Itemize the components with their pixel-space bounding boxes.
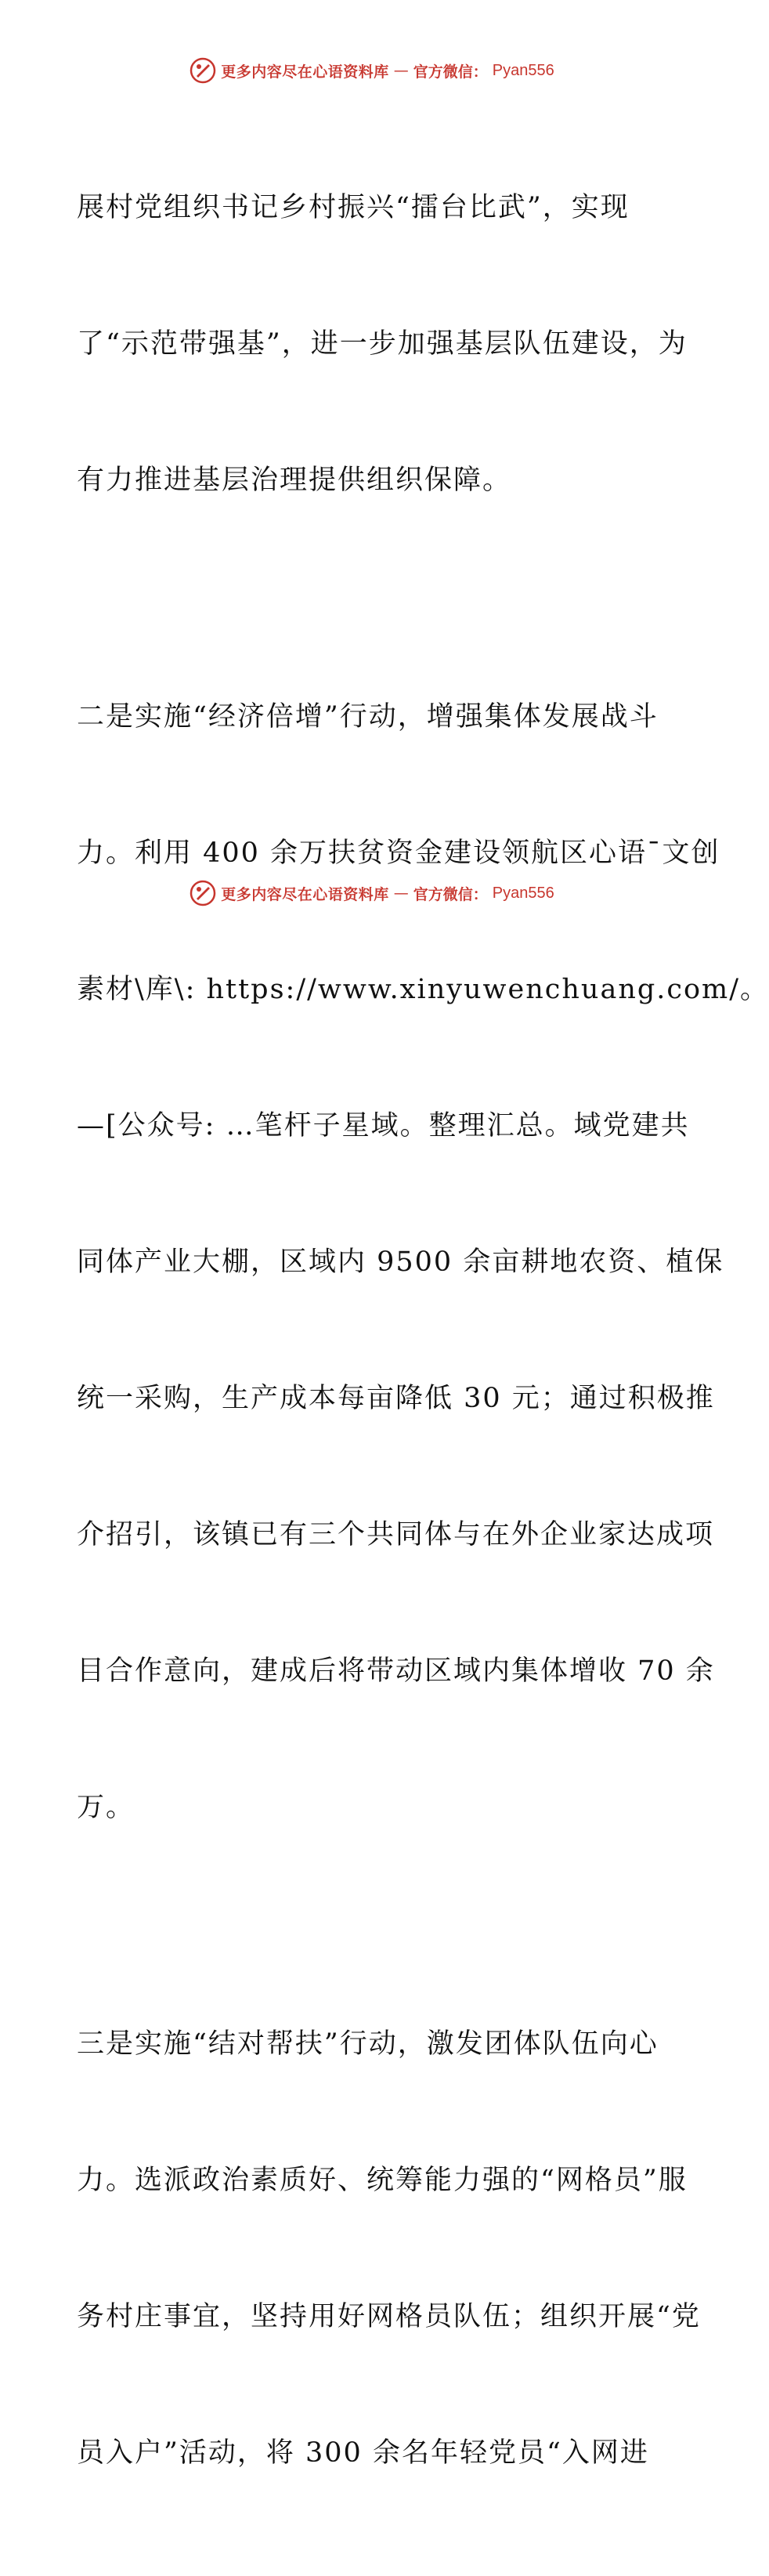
text-line: 力。利用 400 余万扶贫资金建设领航区心语¯文创 xyxy=(77,838,720,869)
footer-watermark xyxy=(0,877,744,909)
paragraph-2 xyxy=(77,603,769,1921)
watermark-separator: — xyxy=(393,885,409,902)
watermark-text: 更多内容尽在心语资料库 xyxy=(221,885,389,903)
text-line: 展村党组织书记乡村振兴“擂台比武”，实现 xyxy=(77,192,630,223)
text-line: 目合作意向，建成后将带动区域内集体增收 70 余 xyxy=(77,1655,715,1687)
document-body xyxy=(77,94,769,2576)
logo-icon xyxy=(190,880,216,906)
watermark-brand: 官方微信： xyxy=(413,63,488,81)
text-line: 员入户”活动，将 300 余名年轻党员“入网进 xyxy=(77,2437,649,2469)
text-line: 力。选派政治素质好、统筹能力强的“网格员”服 xyxy=(77,2165,688,2196)
watermark-separator: — xyxy=(393,62,409,79)
text-line: —[公众号: …笔杆子星域。整理汇总。域党建共 xyxy=(77,1110,690,1141)
text-line: 了“示范带强基”，进一步加强基层队伍建设，为 xyxy=(77,328,688,360)
text-line: 三是实施“结对帮扶”行动，激发团体队伍向心 xyxy=(77,2028,659,2060)
text-line: 统一采购，生产成本每亩降低 30 元；通过积极推 xyxy=(77,1383,715,1414)
paragraph-1 xyxy=(77,94,688,594)
watermark-id: Pyan556 xyxy=(492,61,554,79)
text-line: 万。 xyxy=(77,1792,135,1823)
header-watermark xyxy=(0,55,744,86)
watermark-text: 更多内容尽在心语资料库 xyxy=(221,63,389,81)
text-line: 有力推进基层治理提供组织保障。 xyxy=(77,465,512,496)
watermark-id: Pyan556 xyxy=(492,884,554,902)
text-line: 介招引，该镇已有三个共同体与在外企业家达成项 xyxy=(77,1519,715,1550)
logo-icon xyxy=(190,57,216,84)
text-line: 同体产业大棚，区域内 9500 余亩耕地农资、植保 xyxy=(77,1246,724,1278)
paragraph-3 xyxy=(77,1930,701,2567)
text-line: 二是实施“经济倍增”行动，增强集体发展战斗 xyxy=(77,701,659,733)
watermark-brand: 官方微信： xyxy=(413,885,488,903)
text-line: 素材\库\: https://www.xinyuwenchuang.com/。 xyxy=(77,974,769,1005)
text-line: 务村庄事宜，坚持用好网格员队伍；组织开展“党 xyxy=(77,2301,701,2332)
